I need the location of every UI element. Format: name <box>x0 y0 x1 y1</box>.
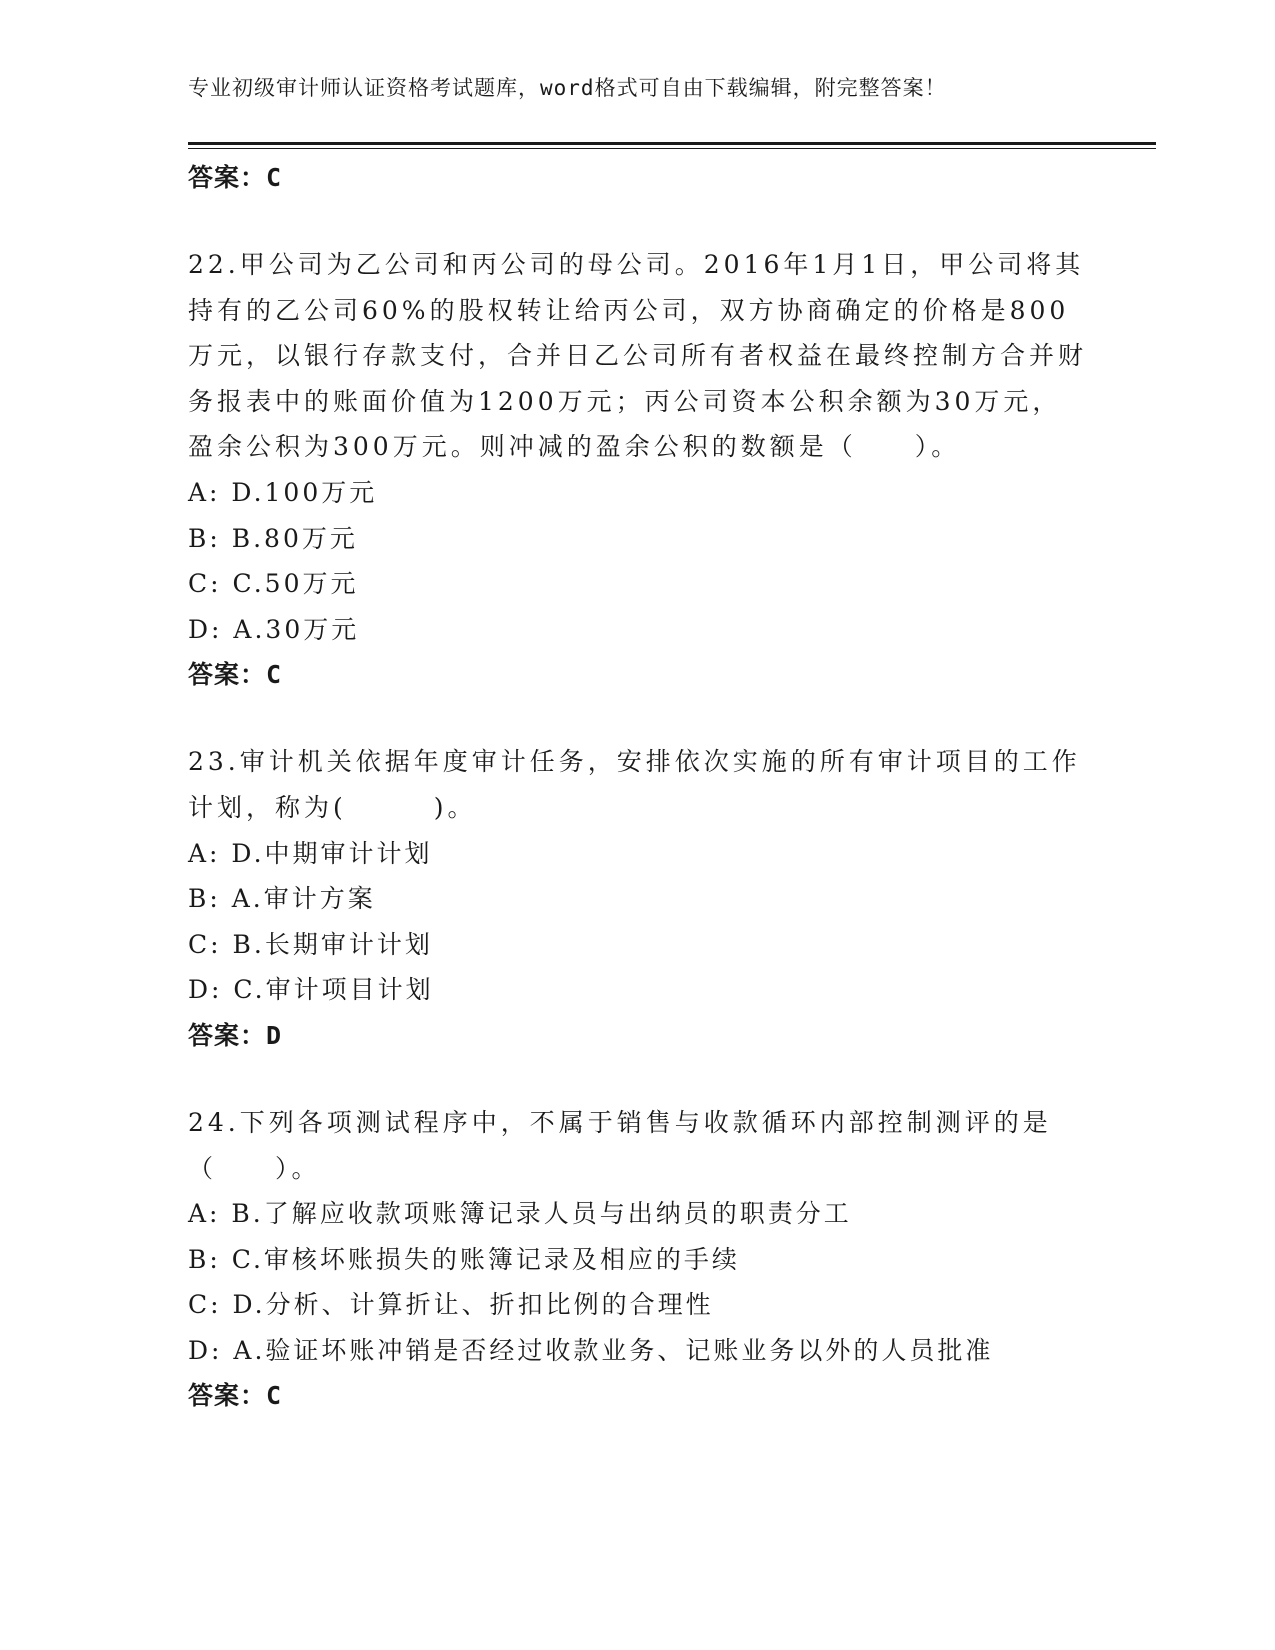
previous-answer: 答案：C <box>188 163 283 192</box>
question-stem: 22.甲公司为乙公司和丙公司的母公司。2016年1月1日，甲公司将其持有的乙公司60%的股权转让给丙公司，双方协商确定的价格是800万元，以银行存款支付，合并日乙公司所有者权益在最终控制方合并财务报表中的账面价值为1200万元；丙公司资本公积余额为30万元，盈余公积为300万元。则冲减的盈余公积的数额是（ ）。 <box>188 250 1088 462</box>
question-24 <box>188 1100 1088 1420</box>
option-d: D: A.30万元 <box>188 614 360 644</box>
answer: 答案：D <box>188 1020 283 1050</box>
option-a: A: B.了解应收款项账簿记录人员与出纳员的职责分工 <box>188 1199 852 1229</box>
question-stem: 23.审计机关依据年度审计任务，安排依次实施的所有审计项目的工作计划，称为( )。 <box>188 747 1081 822</box>
answer: 答案：C <box>188 1381 283 1411</box>
option-d: D: C.审计项目计划 <box>188 975 434 1005</box>
option-a: A: D.100万元 <box>188 477 378 507</box>
header-divider-thin <box>188 148 1156 149</box>
question-stem: 24.下列各项测试程序中，不属于销售与收款循环内部控制测评的是（ ）。 <box>188 1107 1052 1183</box>
option-d: D: A.验证坏账冲销是否经过收款业务、记账业务以外的人员批准 <box>188 1335 994 1365</box>
option-b: B: A.审计方案 <box>188 884 376 914</box>
document-body <box>188 155 1088 1419</box>
option-b: B: B.80万元 <box>188 523 358 553</box>
question-22 <box>188 242 1088 698</box>
option-c: C: B.长期审计计划 <box>188 929 433 959</box>
question-23 <box>188 739 1088 1059</box>
option-c: C: D.分析、计算折让、折扣比例的合理性 <box>188 1290 714 1320</box>
page-header: 专业初级审计师认证资格考试题库，word格式可自由下载编辑，附完整答案！ <box>188 76 947 100</box>
option-c: C: C.50万元 <box>188 569 359 599</box>
option-a: A: D.中期审计计划 <box>188 838 433 868</box>
option-b: B: C.审核坏账损失的账簿记录及相应的手续 <box>188 1244 740 1274</box>
header-divider-thick <box>188 142 1156 145</box>
answer: 答案：C <box>188 660 283 690</box>
